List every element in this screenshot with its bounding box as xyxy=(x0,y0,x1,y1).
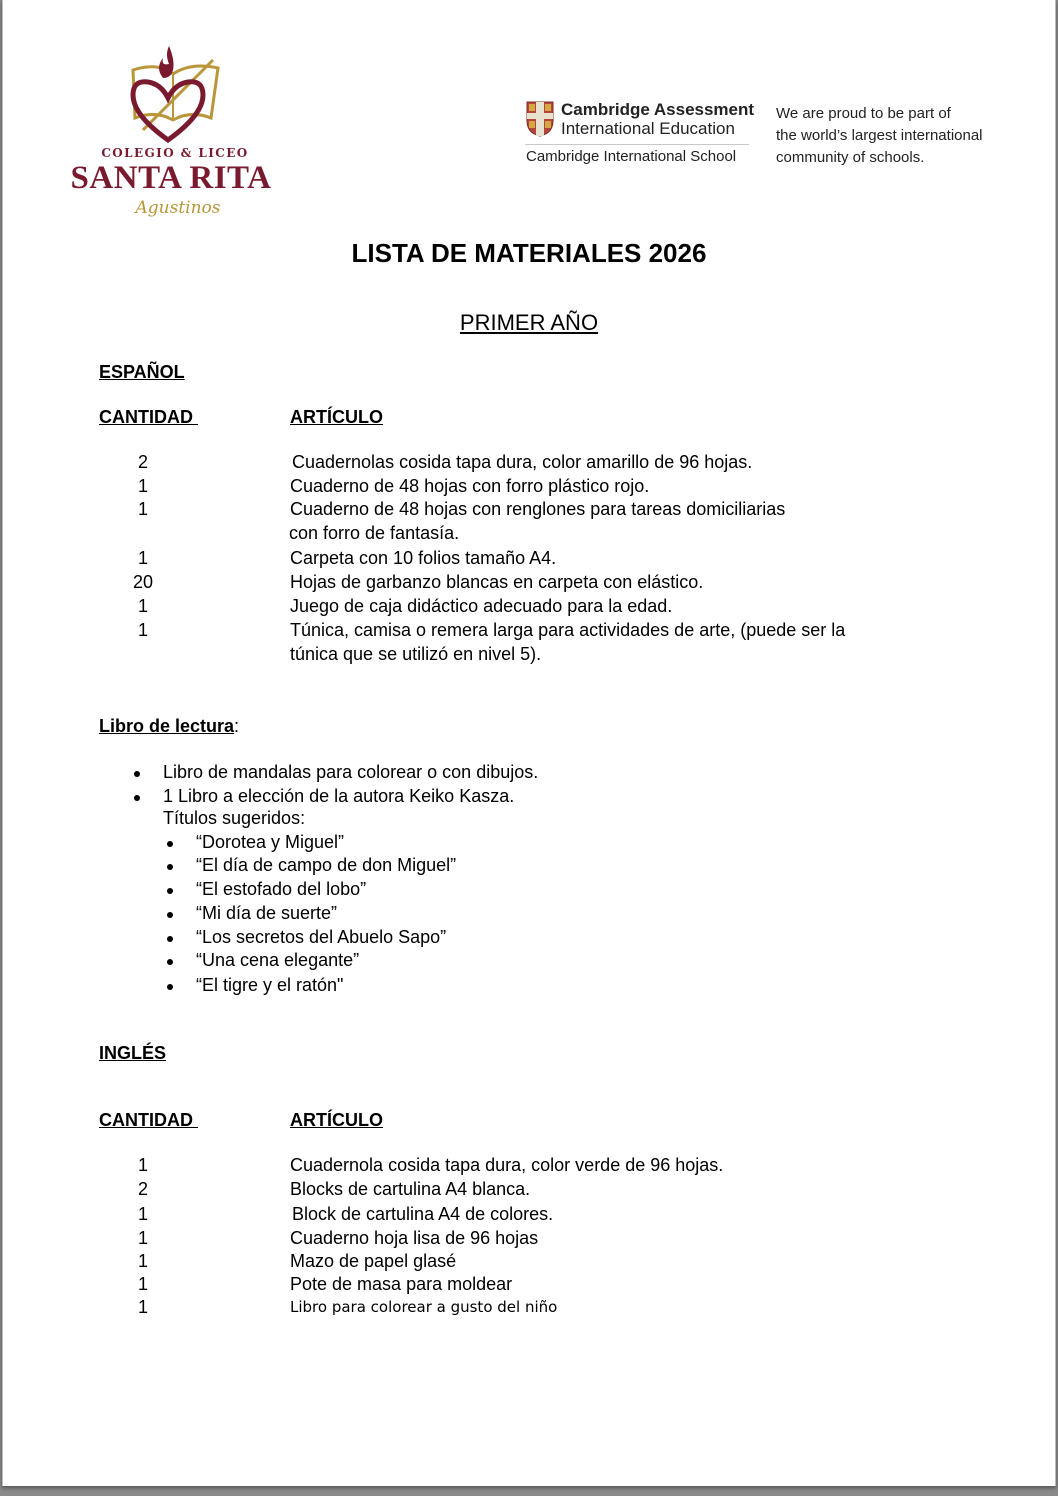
quantity: 2 xyxy=(137,1179,148,1199)
bullet-icon xyxy=(167,841,173,847)
table-row xyxy=(3,476,1055,500)
cambridge-line1: Cambridge Assessment xyxy=(561,100,755,119)
bullet-icon xyxy=(167,912,173,918)
quantity: 1 xyxy=(137,548,148,568)
quantity: 1 xyxy=(137,1155,148,1175)
item: Hojas de garbanzo blancas en carpeta con elástico. xyxy=(290,572,704,592)
item: Block de cartulina A4 de colores. xyxy=(292,1204,554,1224)
item: Mazo de papel glasé xyxy=(290,1251,457,1271)
table-row xyxy=(3,596,1055,620)
cambridge-tagline xyxy=(776,103,983,169)
quantity: 1 xyxy=(137,1228,148,1248)
item: Libro para colorear a gusto del niño xyxy=(290,1298,558,1316)
list-item: 1 Libro a elección de la autora Keiko Kasza. xyxy=(163,786,515,806)
table-row xyxy=(3,548,1055,572)
santa-rita-logo xyxy=(58,40,278,230)
logo-school-name: SANTA RITA xyxy=(70,160,272,196)
quantity: 1 xyxy=(137,1274,148,1294)
tagline-line: the world’s largest international xyxy=(776,127,983,144)
bullet-icon xyxy=(167,984,173,990)
grade-title-text: PRIMER AÑO xyxy=(459,310,599,335)
section-heading-ingles: INGLÉS xyxy=(99,1043,167,1063)
lectura-heading-text: Libro de lectura xyxy=(99,716,235,736)
suggested-titles-label: Títulos sugeridos: xyxy=(163,808,306,828)
quantity: 1 xyxy=(137,1297,148,1317)
section-heading-lectura xyxy=(99,716,239,737)
lectura-colon: : xyxy=(234,716,240,736)
item: Cuaderno de 48 hojas con forro plástico rojo. xyxy=(290,476,650,496)
table-row xyxy=(3,1204,1055,1228)
cambridge-shield-icon xyxy=(526,101,554,137)
quantity: 1 xyxy=(137,1204,148,1224)
table-row xyxy=(3,1297,1055,1321)
bullet-icon xyxy=(134,771,140,777)
quantity: 20 xyxy=(132,572,154,592)
item: Túnica, camisa o remera larga para actividades de arte, (puede ser la xyxy=(290,620,846,640)
item: Carpeta con 10 folios tamaño A4. xyxy=(290,548,557,568)
logo-script: Agustinos xyxy=(135,198,221,218)
bullet-icon xyxy=(167,959,173,965)
quantity: 1 xyxy=(137,620,148,640)
bullet-icon xyxy=(167,936,173,942)
item: Cuaderno de 48 hojas con renglones para tareas domiciliarias xyxy=(290,499,786,519)
page-title: LISTA DE MATERIALES 2026 xyxy=(351,238,707,268)
book-title: “Una cena elegante” xyxy=(196,950,360,970)
table-row xyxy=(3,1251,1055,1275)
tagline-line: community of schools. xyxy=(776,149,925,166)
table-row xyxy=(3,499,1055,523)
column-header-quantity: CANTIDAD xyxy=(99,1110,198,1130)
tagline-line: We are proud to be part of xyxy=(776,105,951,122)
column-header-quantity: CANTIDAD xyxy=(99,407,198,427)
quantity: 1 xyxy=(137,596,148,616)
quantity: 1 xyxy=(137,499,148,519)
item: Pote de masa para moldear xyxy=(290,1274,513,1294)
table-row xyxy=(3,572,1055,596)
table-row xyxy=(3,452,1055,476)
item: Cuadernolas cosida tapa dura, color amarillo de 96 hojas. xyxy=(292,452,753,472)
table-row xyxy=(3,1228,1055,1252)
cambridge-line2: International Education xyxy=(561,119,735,138)
table-row xyxy=(3,1274,1055,1298)
book-title: “El estofado del lobo” xyxy=(196,879,367,899)
bullet-icon xyxy=(167,888,173,894)
item: Blocks de cartulina A4 blanca. xyxy=(290,1179,531,1199)
quantity: 1 xyxy=(137,1251,148,1271)
cambridge-line3: Cambridge International School xyxy=(526,148,737,165)
item-continuation: con forro de fantasía. xyxy=(289,523,460,543)
cambridge-divider xyxy=(525,144,749,145)
item: Juego de caja didáctico adecuado para la edad. xyxy=(290,596,673,616)
table-row xyxy=(3,620,1055,644)
logo-subtitle: COLEGIO & LICEO xyxy=(101,146,249,160)
item: Cuaderno hoja lisa de 96 hojas xyxy=(290,1228,539,1248)
bullet-icon xyxy=(134,795,140,801)
column-header-item: ARTÍCULO xyxy=(290,407,383,427)
quantity: 1 xyxy=(137,476,148,496)
table-row xyxy=(3,1179,1055,1203)
grade-title xyxy=(3,310,1055,336)
book-title: “El tigre y el ratón" xyxy=(196,975,344,995)
list-item: Libro de mandalas para colorear o con dibujos. xyxy=(163,762,539,782)
quantity: 2 xyxy=(137,452,148,472)
item: Cuadernola cosida tapa dura, color verde de 96 hojas. xyxy=(290,1155,724,1175)
document-page xyxy=(2,0,1056,1486)
item-continuation: túnica que se utilizó en nivel 5). xyxy=(290,644,542,664)
heart-book-emblem-icon xyxy=(103,40,233,150)
table-row xyxy=(3,1155,1055,1179)
book-title: “Los secretos del Abuelo Sapo” xyxy=(196,927,447,947)
book-title: “El día de campo de don Miguel” xyxy=(196,855,457,875)
book-title: “Dorotea y Miguel” xyxy=(196,832,345,852)
book-title: “Mi día de suerte” xyxy=(196,903,338,923)
section-heading-espanol: ESPAÑOL xyxy=(99,362,185,382)
bullet-icon xyxy=(167,864,173,870)
column-header-item: ARTÍCULO xyxy=(290,1110,383,1130)
